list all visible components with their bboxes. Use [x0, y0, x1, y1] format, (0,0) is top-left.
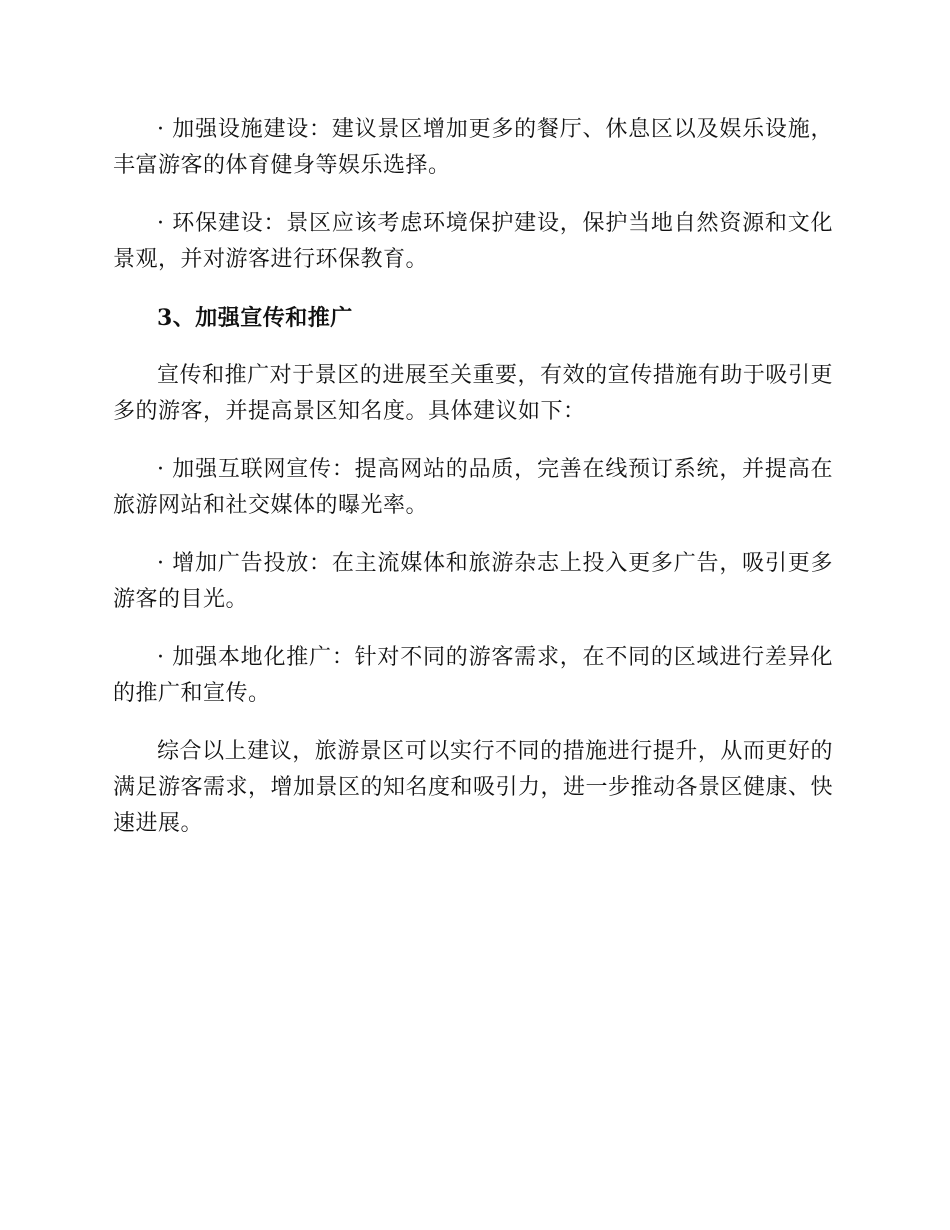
document-body: [113, 112, 833, 864]
paragraph-intro: 宣传和推广对于景区的进展至关重要，有效的宣传措施有助于吸引更多的游客，并提高景区知名度。具体建议如下：: [113, 363, 833, 424]
bullet-local-promotion: · 加强本地化推广：针对不同的游客需求，在不同的区域进行差异化的推广和宣传。: [113, 645, 833, 706]
bullet-advertising: · 增加广告投放：在主流媒体和旅游杂志上投入更多广告，吸引更多游客的目光。: [113, 551, 833, 612]
paragraph-environmental-construction: · 环保建设：景区应该考虑环境保护建设，保护当地自然资源和文化景观，并对游客进行环保教育。: [113, 211, 833, 272]
section-heading: 3、加强宣传和推广: [157, 305, 353, 331]
bullet-internet-promotion: · 加强互联网宣传：提高网站的品质，完善在线预订系统，并提高在旅游网站和社交媒体的曝光率。: [113, 457, 833, 518]
paragraph-conclusion: 综合以上建议，旅游景区可以实行不同的措施进行提升，从而更好的满足游客需求，增加景区的知名度和吸引力，进一步推动各景区健康、快速进展。: [113, 739, 834, 836]
paragraph-facility-construction: · 加强设施建设：建议景区增加更多的餐厅、休息区以及娱乐设施，丰富游客的体育健身等娱乐选择。: [113, 117, 833, 178]
